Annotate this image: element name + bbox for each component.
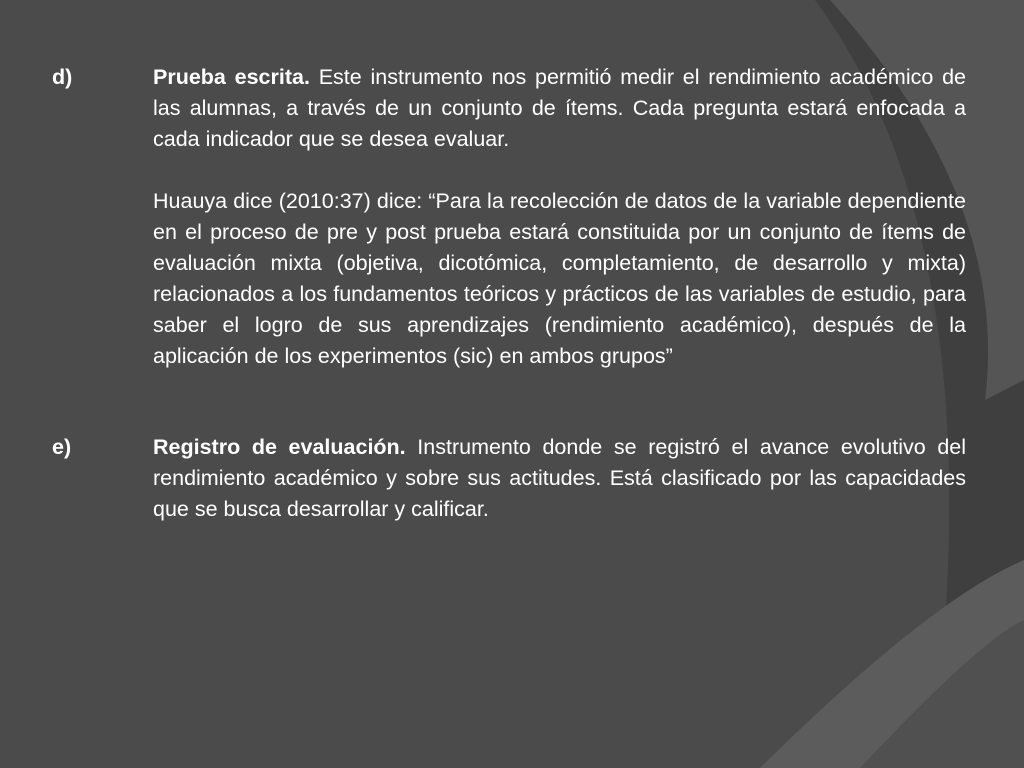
item-marker-d: d) xyxy=(52,65,73,89)
item-e-paragraph xyxy=(153,432,966,525)
item-e-text: Instrumento donde se registró el avance evolutivo del rendimiento académico y sobre sus actitudes. Está clasificado por las capacidades que se busca desarrollar y calificar. xyxy=(153,435,967,521)
item-d-text: Este instrumento nos permitió medir el rendimiento académico de las alumnas, a través de un conjunto de ítems. Cada pregunta estará enfocada a cada indicador que se desea evaluar. xyxy=(153,65,966,151)
item-e-term: Registro de evaluación. xyxy=(153,435,406,459)
item-marker-e: e) xyxy=(52,435,72,459)
item-d-paragraph xyxy=(153,62,966,155)
item-d-quote-paragraph: Huauya dice (2010:37) dice: “Para la recolección de datos de la variable dependiente en el proceso de pre y post prueba estará constituida por un conjunto de ítems de evaluación mixta (objetiva, dicotómica, completamiento, de desarrollo y mixta) relacionados a los fundamentos teóricos y prácticos de las variables de estudio, para saber el logro de sus aprendizajes (rendimiento académico), después de la aplicación de los experimentos (sic) en ambos grupos” xyxy=(153,189,966,368)
item-d-term: Prueba escrita. xyxy=(153,65,310,89)
